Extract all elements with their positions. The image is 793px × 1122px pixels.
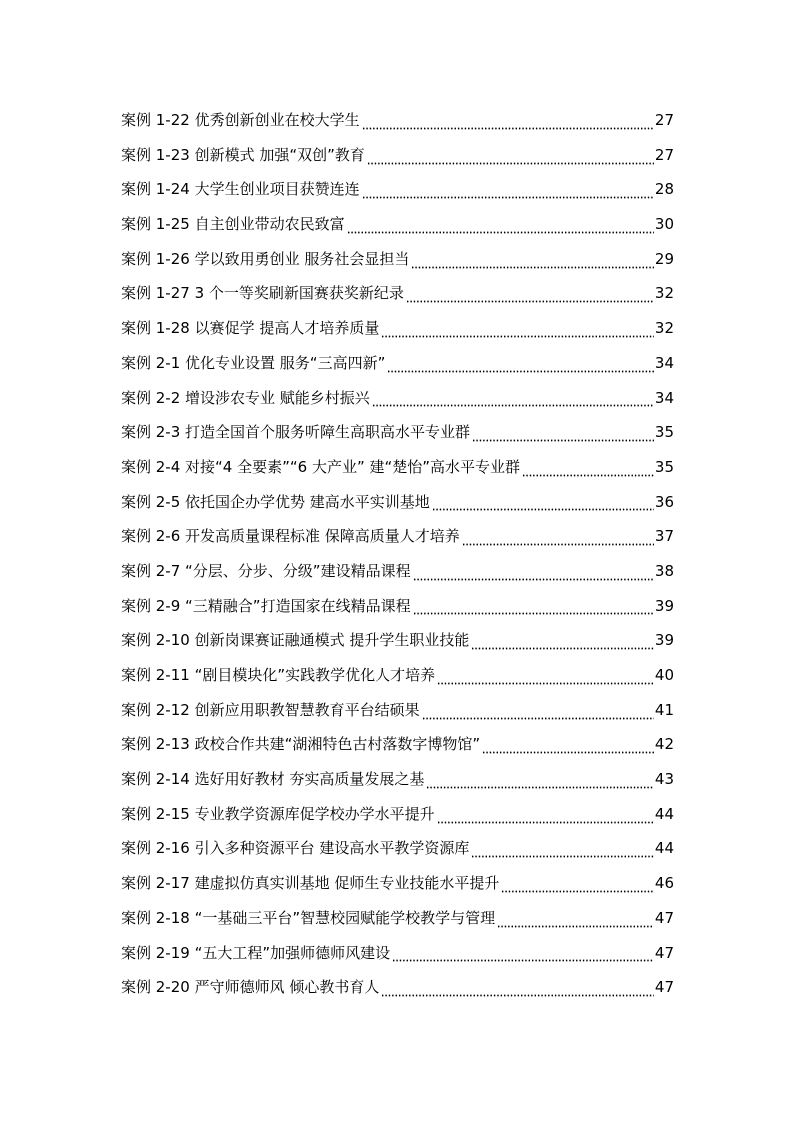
toc-entry-page-number: 39 [654,631,674,650]
toc-entry-page-number: 32 [654,284,674,303]
table-of-contents [121,103,674,1005]
toc-entry-title: 案例 2-17 建虚拟仿真实训基地 促师生专业技能水平提升 [121,874,500,893]
toc-entry-page-number: 35 [654,423,674,442]
toc-entry[interactable] [121,346,674,381]
toc-entry-page-number: 46 [654,874,674,893]
toc-entry-title: 案例 2-5 依托国企办学优势 建高水平实训基地 [121,492,430,511]
toc-entry[interactable] [121,311,674,346]
toc-entry[interactable] [121,936,674,971]
toc-entry-page-number: 28 [654,180,674,199]
dot-leader [501,890,654,893]
toc-entry-page-number: 47 [654,908,674,927]
dot-leader [482,751,654,754]
toc-entry[interactable] [121,276,674,311]
toc-entry-title: 案例 2-12 创新应用职教智慧教育平台结硕果 [121,700,420,719]
toc-entry-page-number: 36 [654,492,674,511]
toc-entry-title: 案例 2-16 引入多种资源平台 建设高水平教学资源库 [121,839,470,858]
dot-leader [362,196,654,199]
dot-leader [422,717,654,720]
toc-entry-page-number: 30 [654,215,674,234]
toc-entry-title: 案例 1-26 学以致用勇创业 服务社会显担当 [121,249,410,268]
dot-leader [437,821,654,824]
toc-entry-page-number: 39 [654,596,674,615]
toc-entry-page-number: 37 [654,527,674,546]
toc-entry-page-number: 35 [654,457,674,476]
dot-leader [347,231,654,234]
toc-entry-title: 案例 2-7 “分层、分步、分级”建设精品课程 [121,561,411,580]
toc-entry-title: 案例 2-3 打造全国首个服务听障生高职高水平专业群 [121,423,471,442]
dot-leader [381,335,654,338]
dot-leader [392,959,654,962]
toc-entry-title: 案例 2-11 “剧目模块化”实践教学优化人才培养 [121,666,436,684]
toc-entry[interactable] [121,172,674,207]
dot-leader [413,578,654,581]
toc-entry[interactable] [121,242,674,277]
toc-entry-title: 案例 1-22 优秀创新创业在校大学生 [121,111,360,129]
toc-entry[interactable] [121,554,674,589]
toc-entry[interactable] [121,831,674,866]
toc-entry-title: 案例 2-19 “五大工程”加强师德师风建设 [121,943,391,962]
toc-entry-page-number: 44 [654,839,674,858]
toc-entry-title: 案例 2-2 增设涉农专业 赋能乡村振兴 [121,388,370,407]
toc-entry-title: 案例 2-9 “三精融合”打造国家在线精品课程 [121,596,411,615]
toc-entry[interactable] [121,138,674,173]
toc-entry-title: 案例 2-6 开发高质量课程标准 保障高质量人才培养 [121,527,460,546]
toc-entry-title: 案例 2-10 创新岗课赛证融通模式 提升学生职业技能 [121,631,470,650]
toc-entry[interactable] [121,207,674,242]
toc-entry-page-number: 27 [654,111,674,129]
toc-entry[interactable] [121,519,674,554]
toc-entry[interactable] [121,589,674,624]
toc-entry[interactable] [121,866,674,901]
toc-entry[interactable] [121,450,674,485]
toc-entry-title: 案例 2-13 政校合作共建“湖湘特色古村落数字博物馆” [121,735,481,754]
toc-entry-title: 案例 2-15 专业教学资源库促学校办学水平提升 [121,804,435,823]
toc-entry-page-number: 27 [654,145,674,164]
toc-entry-page-number: 47 [654,978,674,997]
toc-entry-title: 案例 2-14 选好用好教材 夯实高质量发展之基 [121,770,425,789]
dot-leader [413,612,654,615]
dot-leader [471,855,654,858]
toc-entry[interactable] [121,103,674,138]
dot-leader [426,786,654,789]
toc-entry-title: 案例 1-28 以赛促学 提高人才培养质量 [121,319,380,338]
toc-entry[interactable] [121,623,674,658]
toc-entry[interactable] [121,415,674,450]
dot-leader [471,647,654,650]
toc-entry-page-number: 47 [654,943,674,962]
toc-entry[interactable] [121,693,674,728]
toc-entry[interactable] [121,970,674,1005]
dot-leader [437,682,654,685]
toc-entry-page-number: 29 [654,249,674,268]
toc-entry[interactable] [121,485,674,520]
dot-leader [367,162,654,165]
toc-entry-title: 案例 2-20 严守师德师风 倾心教书育人 [121,978,380,997]
toc-entry-page-number: 34 [654,353,674,372]
toc-entry-title: 案例 2-18 “一基础三平台”智慧校园赋能学校教学与管理 [121,908,496,927]
dot-leader [462,543,654,546]
dot-leader [406,300,654,303]
toc-entry-title: 案例 1-23 创新模式 加强“双创”教育 [121,145,365,164]
dot-leader [387,370,654,373]
toc-entry-title: 案例 1-24 大学生创业项目获赞连连 [121,180,360,199]
toc-entry-page-number: 40 [654,666,674,684]
toc-entry-page-number: 41 [654,700,674,719]
toc-entry[interactable] [121,381,674,416]
toc-entry[interactable] [121,658,674,693]
toc-entry-page-number: 44 [654,804,674,823]
dot-leader [522,474,654,477]
toc-entry[interactable] [121,727,674,762]
dot-leader [411,266,654,269]
toc-entry[interactable] [121,901,674,936]
toc-entry-page-number: 42 [654,735,674,754]
toc-entry-title: 案例 2-4 对接“4 全要素”“6 大产业” 建“楚怡”高水平专业群 [121,457,521,476]
toc-entry-page-number: 43 [654,770,674,789]
toc-entry[interactable] [121,797,674,832]
toc-entry-page-number: 38 [654,561,674,580]
dot-leader [362,127,654,130]
dot-leader [372,404,654,407]
dot-leader [472,439,654,442]
toc-entry-page-number: 34 [654,388,674,407]
dot-leader [497,925,654,928]
dot-leader [432,508,654,511]
dot-leader [381,994,654,997]
toc-entry-title: 案例 1-25 自主创业带动农民致富 [121,215,345,234]
toc-entry-title: 案例 2-1 优化专业设置 服务“三高四新” [121,353,386,372]
toc-entry[interactable] [121,762,674,797]
toc-entry-title: 案例 1-27 3 个一等奖刷新国赛获奖新纪录 [121,284,404,303]
toc-entry-page-number: 32 [654,319,674,338]
